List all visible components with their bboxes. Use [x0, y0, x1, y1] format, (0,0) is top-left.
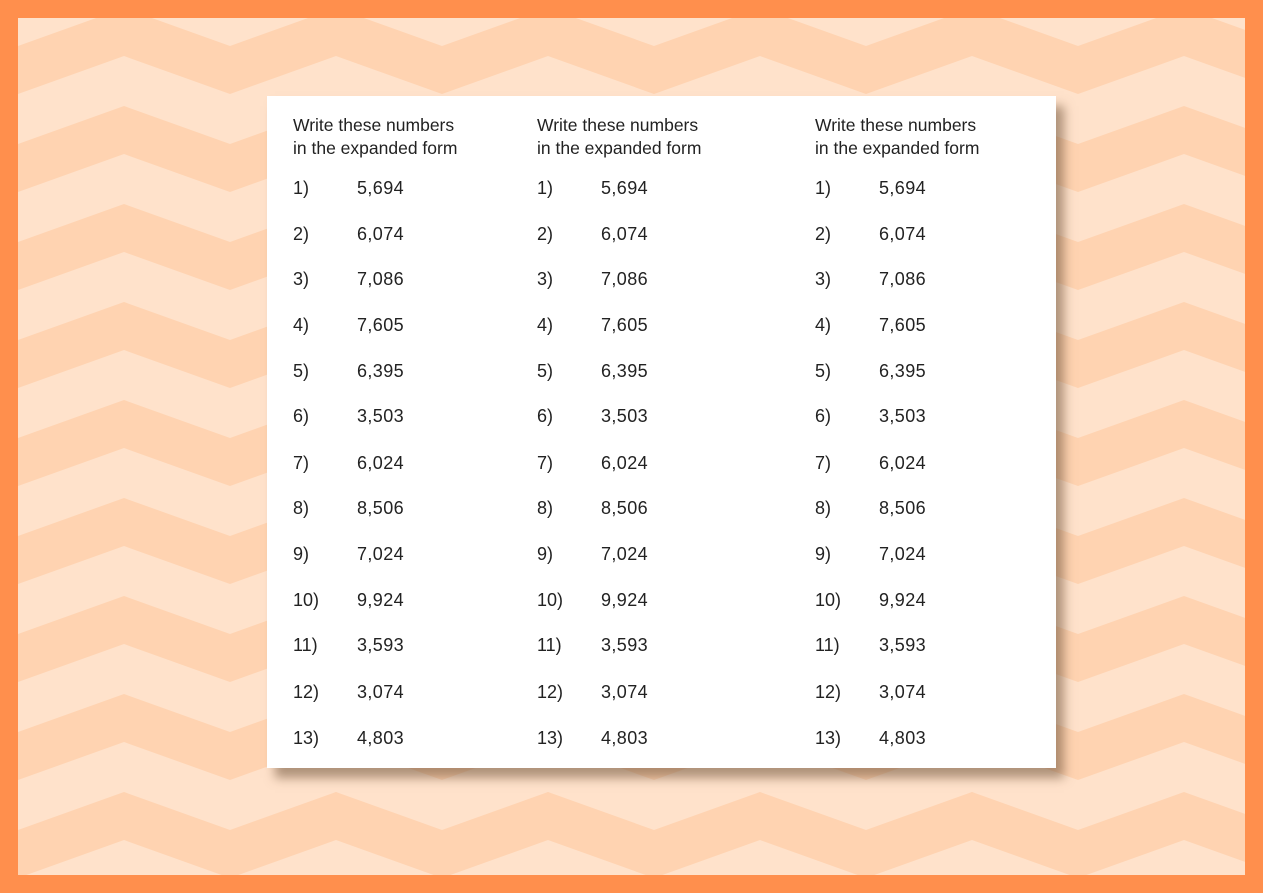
problem-row — [537, 359, 777, 383]
problem-index: 12) — [815, 682, 842, 702]
problem-index: 1) — [815, 178, 832, 198]
problem-number: 6,074 — [601, 224, 649, 244]
problem-number: 5,694 — [879, 178, 927, 198]
problem-number: 6,074 — [879, 224, 927, 244]
problem-number: 3,074 — [879, 682, 927, 702]
problem-index: 13) — [293, 728, 320, 748]
problem-row — [537, 176, 777, 200]
problem-index: 11) — [815, 635, 840, 655]
problem-number: 7,024 — [601, 544, 649, 564]
column-heading — [815, 114, 1055, 159]
problem-index: 7) — [537, 453, 554, 473]
problem-row — [815, 588, 1055, 612]
problem-number: 9,924 — [879, 590, 927, 610]
problem-number: 4,803 — [601, 728, 649, 748]
problem-index: 10) — [537, 590, 564, 610]
problem-row — [815, 222, 1055, 246]
problem-row — [815, 267, 1055, 291]
problem-row — [815, 451, 1055, 475]
problem-row — [815, 176, 1055, 200]
problem-number: 7,024 — [879, 544, 927, 564]
problem-number: 7,605 — [879, 315, 927, 335]
problem-index: 4) — [537, 315, 554, 335]
problem-index: 2) — [537, 224, 554, 244]
problem-number: 5,694 — [601, 178, 649, 198]
problem-number: 7,024 — [357, 544, 405, 564]
column-heading — [293, 114, 533, 159]
problem-index: 1) — [293, 178, 310, 198]
worksheet-column-3 — [815, 96, 1055, 768]
problem-number: 9,924 — [357, 590, 405, 610]
problem-row — [293, 633, 533, 657]
problem-number: 7,086 — [879, 269, 927, 289]
problem-row — [815, 542, 1055, 566]
problem-number: 4,803 — [879, 728, 927, 748]
problem-number: 6,395 — [879, 361, 927, 381]
problem-number: 6,024 — [601, 453, 649, 473]
problem-row — [537, 404, 777, 428]
problem-index: 2) — [293, 224, 310, 244]
problem-index: 4) — [293, 315, 310, 335]
problem-index: 9) — [293, 544, 310, 564]
column-heading-line-2: in the expanded form — [815, 137, 980, 158]
problem-number: 8,506 — [601, 498, 649, 518]
problem-row — [815, 726, 1055, 750]
problem-number: 3,503 — [601, 406, 649, 426]
problem-index: 13) — [537, 728, 564, 748]
problem-number: 6,395 — [601, 361, 649, 381]
problem-index: 5) — [293, 361, 310, 381]
column-heading-line-1: Write these numbers — [815, 115, 977, 135]
problem-row — [537, 222, 777, 246]
problem-row — [537, 726, 777, 750]
problem-index: 10) — [293, 590, 320, 610]
problem-index: 7) — [815, 453, 832, 473]
problem-index: 6) — [537, 406, 554, 426]
problem-row — [293, 404, 533, 428]
problem-row — [293, 542, 533, 566]
problem-number: 3,074 — [357, 682, 405, 702]
problem-number: 7,086 — [601, 269, 649, 289]
problem-row — [537, 451, 777, 475]
problem-index: 9) — [537, 544, 554, 564]
problem-index: 6) — [293, 406, 310, 426]
problem-row — [293, 267, 533, 291]
problem-number: 8,506 — [879, 498, 927, 518]
problem-row — [293, 680, 533, 704]
column-heading-line-1: Write these numbers — [293, 115, 455, 135]
problem-number: 5,694 — [357, 178, 405, 198]
problem-index: 10) — [815, 590, 842, 610]
problem-row — [815, 313, 1055, 337]
problem-number: 4,803 — [357, 728, 405, 748]
problem-row — [537, 542, 777, 566]
problem-index: 3) — [293, 269, 310, 289]
column-heading — [537, 114, 777, 159]
problem-number: 6,024 — [879, 453, 927, 473]
problem-row — [293, 359, 533, 383]
problem-row — [293, 176, 533, 200]
problem-row — [293, 222, 533, 246]
problem-row — [815, 680, 1055, 704]
problem-index: 3) — [815, 269, 832, 289]
problem-index: 5) — [815, 361, 832, 381]
problem-index: 4) — [815, 315, 832, 335]
problem-number: 7,605 — [357, 315, 405, 335]
problem-index: 8) — [537, 498, 554, 518]
problem-row — [537, 588, 777, 612]
problem-index: 8) — [293, 498, 310, 518]
problem-row — [537, 267, 777, 291]
problem-row — [537, 496, 777, 520]
problem-index: 2) — [815, 224, 832, 244]
problem-index: 6) — [815, 406, 832, 426]
problem-index: 5) — [537, 361, 554, 381]
problem-number: 8,506 — [357, 498, 405, 518]
problem-row — [293, 726, 533, 750]
problem-index: 1) — [537, 178, 554, 198]
problem-index: 13) — [815, 728, 842, 748]
problem-row — [293, 588, 533, 612]
column-heading-line-2: in the expanded form — [293, 137, 458, 158]
problem-number: 7,086 — [357, 269, 405, 289]
problem-row — [815, 633, 1055, 657]
problem-row — [537, 680, 777, 704]
problem-index: 3) — [537, 269, 554, 289]
problem-row — [293, 313, 533, 337]
problem-number: 3,593 — [879, 635, 927, 655]
problem-row — [815, 404, 1055, 428]
problem-row — [293, 496, 533, 520]
worksheet-card — [267, 96, 1056, 768]
problem-row — [815, 359, 1055, 383]
problem-number: 3,503 — [879, 406, 927, 426]
problem-index: 12) — [537, 682, 564, 702]
problem-index: 11) — [537, 635, 562, 655]
problem-index: 9) — [815, 544, 832, 564]
problem-number: 3,074 — [601, 682, 649, 702]
problem-number: 3,503 — [357, 406, 405, 426]
worksheet-column-2 — [537, 96, 777, 768]
problem-row — [537, 633, 777, 657]
problem-number: 9,924 — [601, 590, 649, 610]
problem-index: 7) — [293, 453, 310, 473]
column-heading-line-1: Write these numbers — [537, 115, 699, 135]
problem-index: 12) — [293, 682, 320, 702]
problem-number: 6,074 — [357, 224, 405, 244]
problem-number: 7,605 — [601, 315, 649, 335]
problem-index: 11) — [293, 635, 318, 655]
problem-row — [815, 496, 1055, 520]
problem-row — [293, 451, 533, 475]
column-heading-line-2: in the expanded form — [537, 137, 702, 158]
problem-number: 3,593 — [601, 635, 649, 655]
problem-row — [537, 313, 777, 337]
problem-number: 6,024 — [357, 453, 405, 473]
worksheet-column-1 — [293, 96, 533, 768]
problem-index: 8) — [815, 498, 832, 518]
problem-number: 6,395 — [357, 361, 405, 381]
problem-number: 3,593 — [357, 635, 405, 655]
